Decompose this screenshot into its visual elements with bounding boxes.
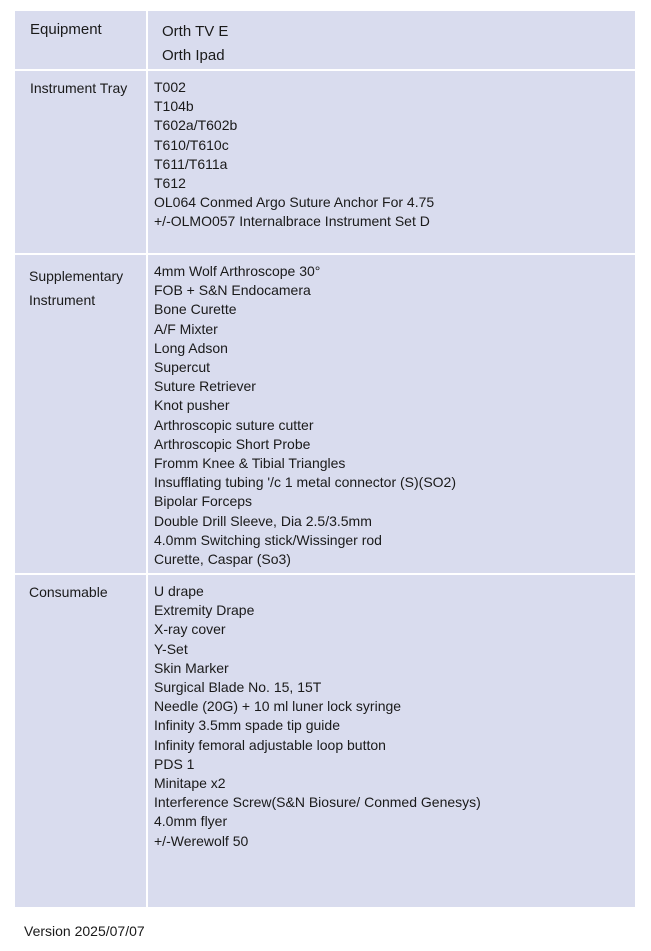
list-item: Long Adson (154, 339, 228, 356)
equipment-label: Equipment (15, 11, 148, 69)
list-item: T602a/T602b (154, 117, 238, 134)
list-item: X-ray cover (154, 621, 226, 638)
list-item: Y-Set (154, 640, 188, 657)
list-item: U drape (154, 583, 204, 599)
equipment-row (15, 11, 635, 71)
list-item: T611/T611a (154, 155, 228, 172)
list-item: Insufflating tubing '/c 1 metal connector (S)(SO2) (154, 474, 457, 491)
list-item: Double Drill Sleeve, Dia 2.5/3.5mm (154, 512, 372, 529)
supplementary-instrument-row (15, 255, 635, 575)
list-item: Curette, Caspar (So3) (154, 551, 291, 568)
list-item: Arthroscopic Short Probe (154, 435, 311, 452)
list-item: T104b (154, 98, 194, 115)
list-item: PDS 1 (154, 755, 195, 772)
instrument-tray-row (15, 71, 635, 255)
label-line: Supplementary (29, 268, 124, 284)
instrument-tray-label: Instrument Tray (15, 71, 148, 253)
list-item: Suture Retriever (154, 378, 256, 395)
list-item: Orth Ipad (162, 47, 225, 64)
list-item: Fromm Knee & Tibial Triangles (154, 455, 346, 472)
list-item: Supercut (154, 359, 211, 376)
list-item: +/-Werewolf 50 (154, 832, 249, 849)
list-item: T610/T610c (154, 136, 229, 153)
list-item: Arthroscopic suture cutter (154, 416, 314, 433)
list-item: 4mm Wolf Arthroscope 30° (154, 263, 321, 279)
list-item: Knot pusher (154, 397, 230, 414)
label-line: Instrument (29, 292, 96, 308)
consumable-list (148, 575, 635, 907)
list-item: Skin Marker (154, 659, 229, 676)
list-item: Infinity femoral adjustable loop button (154, 736, 386, 753)
list-item: +/-OLMO057 Internalbrace Instrument Set D (154, 213, 430, 230)
list-item: Minitape x2 (154, 775, 226, 792)
consumable-row (15, 575, 635, 907)
version-footer: Version 2025/07/07 (24, 923, 145, 939)
list-item: 4.0mm Switching stick/Wissinger rod (154, 531, 382, 548)
list-item: Bone Curette (154, 301, 237, 318)
list-item: Bipolar Forceps (154, 493, 253, 510)
list-item: OL064 Conmed Argo Suture Anchor For 4.75 (154, 194, 435, 211)
consumable-label: Consumable (15, 575, 148, 907)
equipment-checklist-table (15, 11, 635, 907)
list-item: A/F Mixter (154, 320, 218, 337)
list-item: Infinity 3.5mm spade tip guide (154, 717, 340, 734)
list-item: T002 (154, 79, 186, 95)
list-item: 4.0mm flyer (154, 813, 228, 830)
equipment-list (148, 11, 635, 69)
list-item: T612 (154, 175, 186, 192)
list-item: Needle (20G) + 10 ml luner lock syringe (154, 698, 402, 715)
list-item: Extremity Drape (154, 602, 255, 619)
supplementary-instrument-list (148, 255, 635, 573)
list-item: Interference Screw(S&N Biosure/ Conmed Genesys) (154, 794, 481, 811)
list-item: Surgical Blade No. 15, 15T (154, 679, 322, 696)
supplementary-instrument-label (15, 255, 148, 573)
list-item: FOB + S&N Endocamera (154, 282, 311, 299)
instrument-tray-list (148, 71, 635, 253)
list-item: Orth TV E (162, 23, 229, 40)
